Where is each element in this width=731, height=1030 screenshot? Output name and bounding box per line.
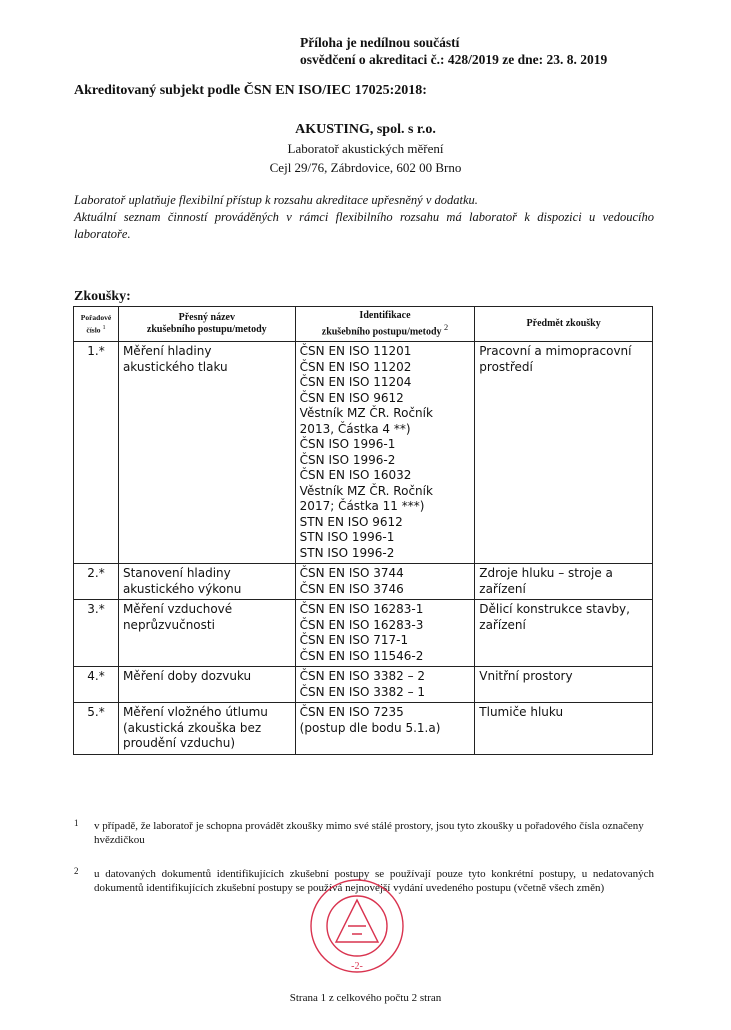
test-method-name-line: Měření vložného útlumu bbox=[122, 705, 268, 720]
footnote-1 bbox=[74, 819, 654, 847]
subject-heading: Akreditovaný subjekt podle ČSN EN ISO/IEC 17025:2018: bbox=[74, 83, 427, 98]
test-method-identification-line: ČSN EN ISO 3746 bbox=[299, 581, 404, 596]
test-method-name-line: proudění vzduchu) bbox=[122, 736, 236, 751]
row-number: 3.* bbox=[74, 600, 119, 667]
test-method-identification-line: STN ISO 1996-2 bbox=[299, 545, 395, 560]
test-method-name bbox=[118, 667, 295, 703]
col-header-order-line1: Pořadové bbox=[80, 312, 112, 322]
test-subject-line: Zdroje hluku – stroje a bbox=[479, 566, 613, 581]
col-header-name-line2: zkušebního postupu/metody bbox=[146, 324, 267, 336]
table-header-row bbox=[74, 307, 653, 342]
stamp-logo-detail bbox=[348, 926, 366, 934]
note-paragraph-1: Laboratoř uplatňuje flexibilní přístup k rozsahu akreditace upřesněný v dodatku. bbox=[74, 193, 478, 207]
table-row bbox=[74, 667, 653, 703]
test-method-identification-line: ČSN EN ISO 11204 bbox=[299, 375, 412, 390]
footnote-2-mark: 2 bbox=[74, 866, 79, 876]
footnote-ref-2: 2 bbox=[444, 323, 449, 332]
test-method-name bbox=[118, 564, 295, 600]
test-method-identification-line: ČSN ISO 1996-1 bbox=[299, 437, 396, 452]
header-line-2: osvědčení o akreditaci č.: 428/2019 ze dne: 23. 8. 2019 bbox=[300, 52, 608, 67]
test-subject-line: zařízení bbox=[479, 581, 526, 596]
test-method-identification-line: ČSN EN ISO 3744 bbox=[299, 566, 404, 581]
test-method-identification-line: ČSN EN ISO 3382 – 2 bbox=[299, 669, 426, 684]
footnote-1-mark: 1 bbox=[74, 818, 79, 828]
test-method-identification-line: ČSN EN ISO 11201 bbox=[299, 344, 412, 359]
row-number: 1.* bbox=[74, 342, 119, 564]
lab-name: AKUSTING, spol. s r.o. bbox=[295, 122, 436, 137]
footnote-2-text: u datovaných dokumentů identifikujících zkušební postupy se používají pouze tyto konkrétní postupy, u nedatovaných dokumentů identifikujících zkušební postupy se používá nejnovější vydání uvedeného postupu (včetně všech změn) bbox=[94, 868, 654, 894]
tests-table bbox=[73, 306, 653, 755]
stamp-number: -2- bbox=[351, 961, 363, 972]
note-paragraph-2: Aktuální seznam činností prováděných v rámci flexibilního rozsahu má laboratoř k dispozici u vedoucího laboratoře. bbox=[74, 210, 654, 241]
test-method-identification bbox=[295, 600, 475, 667]
col-header-identification bbox=[295, 307, 475, 342]
header-block bbox=[300, 34, 607, 68]
test-method-identification bbox=[295, 564, 475, 600]
test-method-name bbox=[118, 342, 295, 564]
test-method-identification-line: ČSN EN ISO 16032 bbox=[299, 468, 412, 483]
test-method-name bbox=[118, 703, 295, 755]
test-method-name-line: akustického výkonu bbox=[122, 581, 242, 596]
test-method-name bbox=[118, 600, 295, 667]
test-method-identification-line: ČSN ISO 1996-2 bbox=[299, 452, 396, 467]
test-method-name-line: Měření hladiny bbox=[122, 344, 212, 359]
col-header-name bbox=[118, 307, 295, 342]
test-subject-line: Pracovní a mimopracovní bbox=[479, 344, 632, 359]
row-number: 5.* bbox=[74, 703, 119, 755]
test-method-name-line: (akustická zkouška bez bbox=[122, 720, 262, 735]
test-subject-line: Vnitřní prostory bbox=[479, 669, 573, 684]
col-header-subject-label: Předmět zkoušky bbox=[526, 318, 601, 330]
test-method-identification-line: 2013, Částka 4 **) bbox=[299, 421, 411, 436]
test-method-identification-line: Věstník MZ ČR. Ročník bbox=[299, 406, 433, 421]
lab-address: Cejl 29/76, Zábrdovice, 602 00 Brno bbox=[269, 160, 462, 175]
stamp-triangle-logo bbox=[336, 900, 378, 942]
test-subject-line: zařízení bbox=[479, 617, 526, 632]
col-header-name-line1: Přesný název bbox=[178, 312, 235, 324]
col-header-subject bbox=[475, 307, 653, 342]
test-subject bbox=[475, 703, 653, 755]
test-method-identification bbox=[295, 703, 475, 755]
table-row bbox=[74, 564, 653, 600]
col-header-identification-line1: Identifikace bbox=[359, 310, 411, 321]
test-subject-line: Tlumiče hluku bbox=[479, 705, 564, 720]
table-row bbox=[74, 342, 653, 564]
test-method-name-line: Měření doby dozvuku bbox=[122, 669, 252, 684]
flexibility-note bbox=[74, 192, 654, 243]
test-method-name-line: Stanovení hladiny bbox=[122, 566, 231, 581]
test-method-identification-line: ČSN EN ISO 3382 – 1 bbox=[299, 684, 426, 699]
page-footer: Strana 1 z celkového počtu 2 stran bbox=[289, 992, 442, 1004]
test-subject bbox=[475, 564, 653, 600]
footnote-ref-1: 1 bbox=[102, 323, 106, 331]
test-subject-line: prostředí bbox=[479, 359, 533, 374]
test-method-identification-line: ČSN EN ISO 11202 bbox=[299, 359, 412, 374]
test-method-identification-line: Věstník MZ ČR. Ročník bbox=[299, 483, 433, 498]
footnote-1-text: v případě, že laboratoř je schopna provádět zkoušky mimo své stálé prostory, jsou tyto zkoušky u pořadového čísla označeny hvězdičkou bbox=[94, 820, 644, 846]
test-method-identification-line: ČSN EN ISO 16283-1 bbox=[299, 602, 424, 617]
test-method-identification-line: STN EN ISO 9612 bbox=[299, 514, 403, 529]
table-row bbox=[74, 600, 653, 667]
tests-heading: Zkoušky: bbox=[74, 289, 131, 304]
lab-block bbox=[0, 120, 731, 177]
test-method-identification-line: STN ISO 1996-1 bbox=[299, 530, 395, 545]
test-subject-line: Dělicí konstrukce stavby, bbox=[479, 602, 630, 617]
test-subject bbox=[475, 342, 653, 564]
test-method-identification-line: ČSN EN ISO 7235 bbox=[299, 705, 404, 720]
test-method-identification-line: ČSN EN ISO 9612 bbox=[299, 390, 404, 405]
test-subject bbox=[475, 600, 653, 667]
table-row bbox=[74, 703, 653, 755]
test-method-identification-line: ČSN EN ISO 11546-2 bbox=[299, 648, 424, 663]
row-number: 2.* bbox=[74, 564, 119, 600]
test-method-identification-line: ČSN EN ISO 717-1 bbox=[299, 633, 409, 648]
test-method-identification-line: (postup dle bodu 5.1.a) bbox=[299, 720, 441, 735]
test-method-name-line: neprůzvučnosti bbox=[122, 617, 215, 632]
lab-dept: Laboratoř akustických měření bbox=[287, 141, 444, 156]
test-method-name-line: Měření vzduchové bbox=[122, 602, 233, 617]
col-header-order-line2: číslo bbox=[86, 325, 101, 335]
header-line-1: Příloha je nedílnou součástí bbox=[300, 35, 460, 50]
test-method-identification bbox=[295, 667, 475, 703]
test-method-identification-line: 2017; Částka 11 ***) bbox=[299, 499, 425, 514]
test-subject bbox=[475, 667, 653, 703]
col-header-identification-line2: zkušebního postupu/metody bbox=[321, 326, 442, 338]
accreditation-stamp bbox=[292, 876, 422, 984]
col-header-order bbox=[74, 307, 119, 342]
row-number: 4.* bbox=[74, 667, 119, 703]
test-method-identification bbox=[295, 342, 475, 564]
test-method-identification-line: ČSN EN ISO 16283-3 bbox=[299, 617, 424, 632]
test-method-name-line: akustického tlaku bbox=[122, 359, 228, 374]
